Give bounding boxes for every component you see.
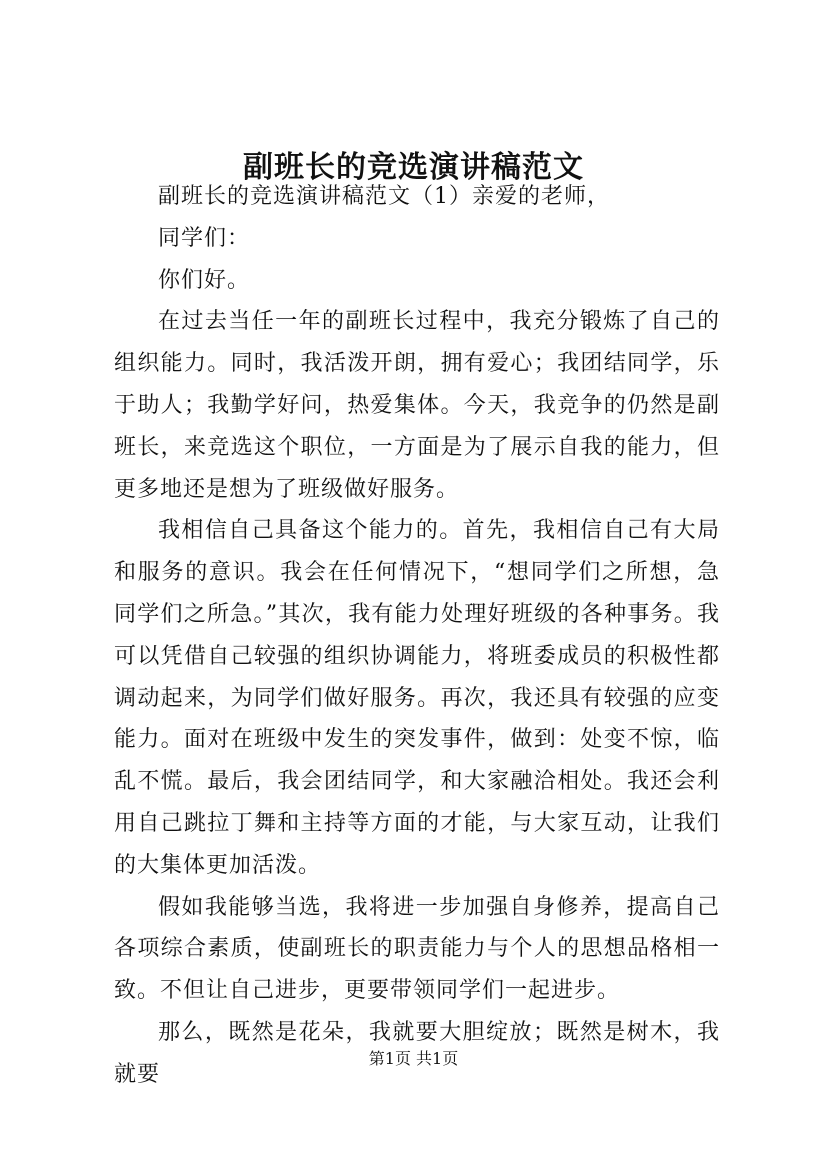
document-title: 副班长的竞选演讲稿范文 <box>243 150 584 185</box>
paragraph-hello: 你们好。 <box>158 267 251 293</box>
page-footer: 第1页 共1页 <box>368 1049 459 1068</box>
paragraph-promise: 假如我能够当选，我将进一步加强自身修养，提高自己各项综合素质，使副班长的职责能力与个人的思想品格相一致。不但让自己进步，更要带领同学们一起进步。 <box>114 894 720 1004</box>
paragraph-audience: 同学们： <box>158 225 251 251</box>
document-body <box>114 176 720 1096</box>
paragraph-experience: 在过去当任一年的副班长过程中，我充分锻炼了自己的组织能力。同时，我活泼开朗，拥有爱心；我团结同学，乐于助人；我勤学好问，热爱集体。今天，我竞争的仍然是副班长，来竞选这个职位，一方面是为了展示自我的能力，但更多地还是想为了班级做好服务。 <box>114 309 720 502</box>
paragraph-greeting: 副班长的竞选演讲稿范文（1）亲爱的老师， <box>158 184 610 209</box>
paragraph-closing: 那么，既然是花朵，我就要大胆绽放；既然是树木，我就要 <box>114 1019 720 1087</box>
paragraph-ability: 我相信自己具备这个能力的。首先，我相信自己有大局和服务的意识。我会在任何情况下，“想同学们之所想，急同学们之所急。”其次，我有能力处理好班级的各种事务。我可以凭借自己较强的组织协调能力，将班委成员的积极性都调动起来，为同学们做好服务。再次，我还具有较强的应变能力。面对在班级中发生的突发事件，做到：处变不惊，临乱不慌。最后，我会团结同学，和大家融洽相处。我还会利用自己跳拉丁舞和主持等方面的才能，与大家互动，让我们的大集体更加活泼。 <box>114 518 720 878</box>
